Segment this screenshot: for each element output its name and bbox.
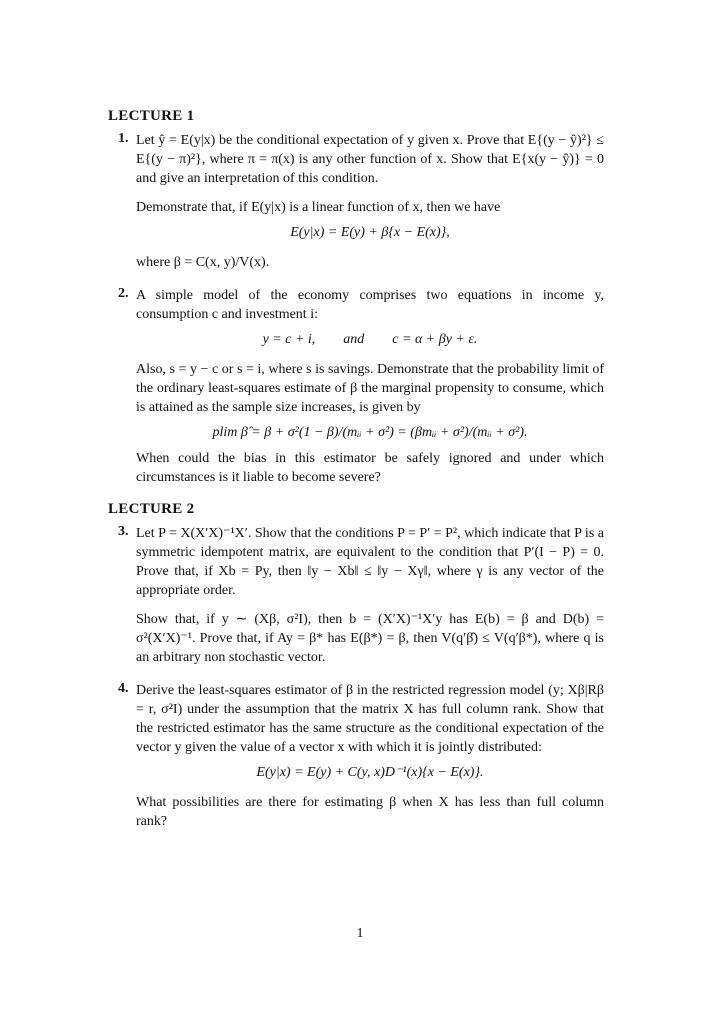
display-equation: y = c + i, and c = α + βy + ε. bbox=[262, 332, 478, 347]
problem-paragraph: What possibilities are there for estimating β when X has less than full column rank? bbox=[136, 795, 604, 829]
problem-paragraph: Also, s = y − c or s = i, where s is savings. Demonstrate that the probability limit of the ordinary least-squares estimate of β the marginal propensity to consume, which is attained as the sample size increases, is given by bbox=[136, 362, 604, 415]
page-content bbox=[108, 108, 604, 845]
problem-paragraph: Demonstrate that, if E(y|x) is a linear function of x, then we have bbox=[136, 200, 501, 215]
problem-1 bbox=[108, 131, 604, 272]
display-equation: E(y|x) = E(y) + β{x − E(x)}, bbox=[290, 225, 450, 240]
display-equation: E(y|x) = E(y) + C(y, x)D⁻¹(x){x − E(x)}. bbox=[256, 765, 484, 780]
section-heading-lecture-2: LECTURE 2 bbox=[108, 501, 195, 517]
problem-paragraph: Let P = X(X′X)⁻¹X′. Show that the conditions P = P′ = P², which indicate that P is a symmetric idempotent matrix, are equivalent to the condition that P′(I − P) = 0. Prove that, if Xb = Py, then ‖y − Xb‖ ≤ ‖y − Xγ‖, where γ is any vector of the appropriate order. bbox=[136, 526, 604, 598]
problem-number: 3. bbox=[118, 524, 129, 539]
problem-paragraph: When could the bias in this estimator be safely ignored and under which circumstances is it liable to become severe? bbox=[136, 451, 604, 485]
problem-paragraph: Derive the least-squares estimator of β in the restricted regression model (y; Xβ|Rβ = r, σ²I) under the assumption that the matrix X has full column rank. Show that the restricted estimator has the same structure as the conditional expectation of the vector y given the value of a vector x with which it is jointly distributed: bbox=[136, 683, 604, 755]
problem-3 bbox=[108, 524, 604, 667]
page-number: 1 bbox=[356, 926, 364, 941]
problem-paragraph: where β = C(x, y)/V(x). bbox=[136, 255, 270, 270]
problem-paragraph: Let ŷ = E(y|x) be the conditional expectation of y given x. Prove that E{(y − ŷ)²} ≤ E{(y − π)²}, where π = π(x) is any other function of x. Show that E{x(y − ŷ)} = 0 and give an interpretation of this condition. bbox=[136, 133, 604, 186]
problem-number: 4. bbox=[118, 681, 129, 696]
section-heading-lecture-1: LECTURE 1 bbox=[108, 108, 195, 124]
problem-paragraph: A simple model of the economy comprises two equations in income y, consumption c and investment i: bbox=[136, 288, 604, 322]
problem-paragraph: Show that, if y ∼ (Xβ, σ²I), then b = (X′X)⁻¹X′y has E(b) = β and D(b) = σ²(X′X)⁻¹. Prove that, if Ay = β* has E(β*) = β, then V(q′β̂) ≤ V(q′β*), where q is an arbitrary non stochastic vector. bbox=[136, 612, 604, 665]
problem-number: 1. bbox=[118, 131, 129, 146]
display-equation: plim β̂ = β + σ²(1 − β)/(mᵢᵢ + σ²) = (βmᵢᵢ + σ²)/(mᵢᵢ + σ²). bbox=[212, 425, 528, 440]
problem-number: 2. bbox=[118, 286, 129, 301]
problem-4 bbox=[108, 681, 604, 831]
problem-2 bbox=[108, 286, 604, 487]
